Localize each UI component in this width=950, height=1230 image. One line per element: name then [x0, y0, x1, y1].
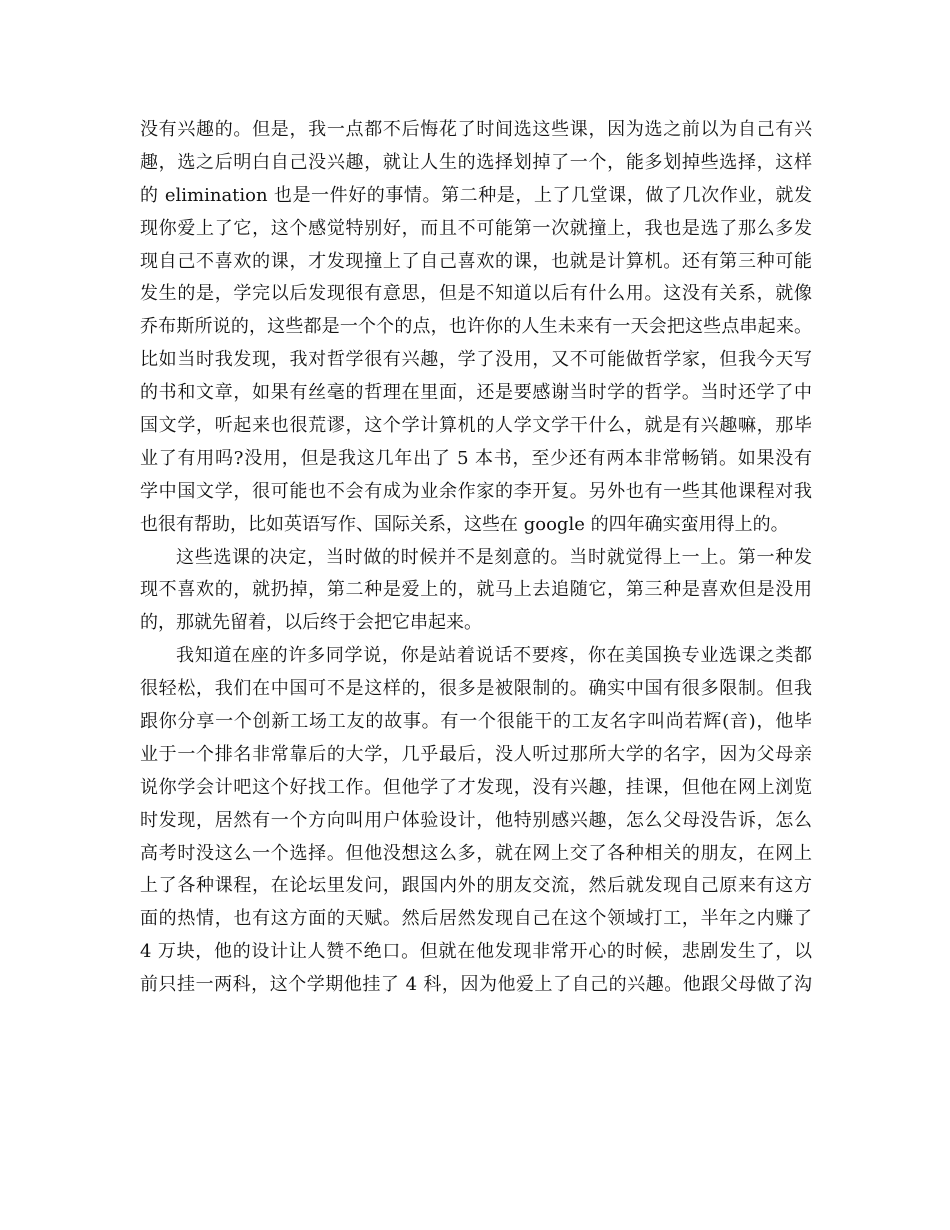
paragraph-2-line-3: 的，那就先留着，以后终于会把它串起来。	[140, 612, 482, 634]
paragraph-3-line-10: 4 万块，他的设计让人赞不绝口。但就在他发现非常开心的时候，悲剧发生了，以	[140, 941, 812, 963]
paragraph-3-line-9: 面的热情，也有这方面的天赋。然后居然发现自己在这个领域打工，半年之内赚了	[140, 908, 812, 930]
paragraph-1-line-3: 的 elimination 也是一件好的事情。第二种是，上了几堂课，做了几次作业，就发	[140, 184, 812, 206]
paragraph-1-line-10: 国文学，听起来也很荒谬，这个学计算机的人学文学干什么，就是有兴趣嘛，那毕	[140, 415, 812, 437]
paragraph-2-line-1: 这些选课的决定，当时做的时候并不是刻意的。当时就觉得上一上。第一种发	[176, 546, 812, 568]
paragraph-3-line-6: 时发现，居然有一个方向叫用户体验设计，他特别感兴趣，怎么父母没告诉，怎么	[140, 809, 812, 831]
paragraph-3-line-2: 很轻松，我们在中国可不是这样的，很多是被限制的。确实中国有很多限制。但我	[140, 678, 812, 700]
paragraph-2-line-2: 现不喜欢的，就扔掉，第二种是爱上的，就马上去追随它，第三种是喜欢但是没用	[140, 579, 812, 601]
paragraph-1-line-9: 的书和文章，如果有丝毫的哲理在里面，还是要感谢当时学的哲学。当时还学了中	[140, 382, 812, 404]
paragraph-3-line-11: 前只挂一两科，这个学期他挂了 4 科，因为他爱上了自己的兴趣。他跟父母做了沟	[140, 974, 812, 996]
paragraph-1-line-1: 没有兴趣的。但是，我一点都不后悔花了时间选这些课，因为选之前以为自己有兴	[140, 119, 812, 140]
paragraph-1-line-8: 比如当时我发现，我对哲学很有兴趣，学了没用，又不可能做哲学家，但我今天写	[140, 349, 812, 371]
paragraph-1-line-13: 也很有帮助，比如英语写作、国际关系，这些在 google 的四年确实蛮用得上的。	[140, 513, 789, 535]
paragraph-1-line-6: 发生的是，学完以后发现很有意思，但是不知道以后有什么用。这没有关系，就像	[140, 283, 812, 305]
body-text	[140, 114, 812, 1002]
paragraph-3-line-5: 说你学会计吧这个好找工作。但他学了才发现，没有兴趣，挂课，但他在网上浏览	[140, 776, 812, 798]
paragraph-1-line-12: 学中国文学，很可能也不会有成为业余作家的李开复。另外也有一些其他课程对我	[140, 480, 812, 502]
paragraph-1-line-7: 乔布斯所说的，这些都是一个个的点，也许你的人生未来有一天会把这些点串起来。	[140, 316, 812, 338]
paragraph-3-line-3: 跟你分享一个创新工场工友的故事。有一个很能干的工友名字叫尚若辉(音)，他毕	[140, 711, 812, 733]
paragraph-1-line-4: 现你爱上了它，这个感觉特别好，而且不可能第一次就撞上，我也是选了那么多发	[140, 217, 812, 239]
paragraph-3-line-4: 业于一个排名非常靠后的大学，几乎最后，没人听过那所大学的名字，因为父母亲	[140, 743, 812, 765]
paragraph-3-line-8: 上了各种课程，在论坛里发问，跟国内外的朋友交流，然后就发现自己原来有这方	[140, 875, 812, 897]
paragraph-3-line-7: 高考时没这么一个选择。但他没想这么多，就在网上交了各种相关的朋友，在网上	[140, 842, 812, 864]
paragraph-1-line-11: 业了有用吗?没用，但是我这几年出了 5 本书，至少还有两本非常畅销。如果没有	[140, 447, 812, 469]
paragraph-3-line-1: 我知道在座的许多同学说，你是站着说话不要疼，你在美国换专业选课之类都	[176, 645, 812, 667]
paragraph-1-line-2: 趣，选之后明白自己没兴趣，就让人生的选择划掉了一个，能多划掉些选择，这样	[140, 151, 812, 173]
paragraph-1-line-5: 现自己不喜欢的课，才发现撞上了自己喜欢的课，也就是计算机。还有第三种可能	[140, 250, 812, 272]
